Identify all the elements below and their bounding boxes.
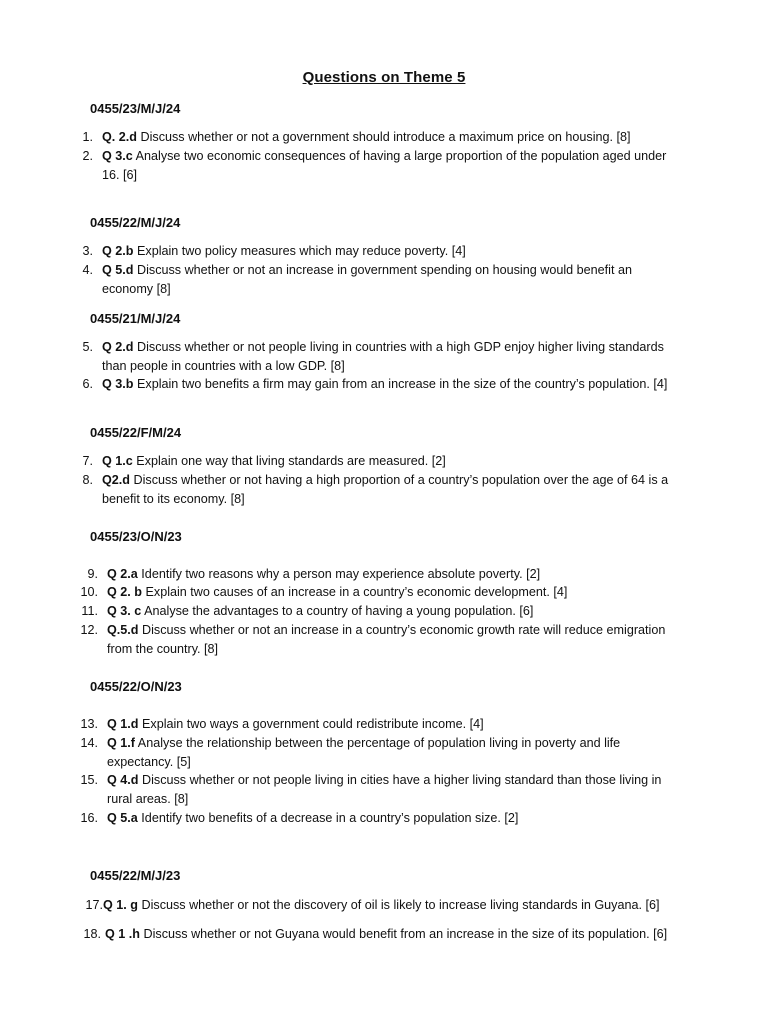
question-number: 16. (80, 811, 98, 825)
question-text: Discuss whether or not an increase in a country’s economic growth rate will reduce emigration from the country. [8] (107, 623, 666, 656)
question-item (80, 715, 667, 734)
paper-code: 0455/22/O/N/23 (90, 679, 182, 694)
question-text: Analyse the relationship between the percentage of population living in poverty and life expectancy. [5] (107, 736, 621, 769)
question-item (82, 338, 674, 375)
question-ref: Q 1.c (102, 454, 133, 468)
question-ref: Q. 2.d (102, 130, 137, 144)
paper-code: 0455/22/F/M/24 (90, 425, 182, 440)
question-number: 14. (80, 736, 98, 750)
question-ref: Q 2. b (107, 585, 142, 599)
question-number: 18. (83, 927, 101, 941)
question-text: Discuss whether or not having a high proportion of a country’s population over the age of 64 is a benefit to its economy. [8] (102, 473, 669, 506)
paper-code: 0455/21/M/J/24 (90, 311, 181, 326)
question-number: 5. (82, 340, 93, 354)
question-text: Discuss whether or not the discovery of oil is likely to increase living standards in Guyana. [6] (138, 898, 660, 912)
question-item (82, 452, 662, 471)
question-item (80, 771, 672, 808)
question-number: 10. (80, 585, 98, 599)
question-item (83, 925, 705, 944)
question-item (80, 583, 687, 602)
question-text: Discuss whether or not a government should introduce a maximum price on housing. [8] (137, 130, 631, 144)
question-ref: Q 1. g (103, 898, 138, 912)
question-item (82, 147, 674, 184)
question-text: Identify two reasons why a person may experience absolute poverty. [2] (137, 567, 541, 581)
question-text: Discuss whether or not people living in cities have a higher living standard than those living in rural areas. [8] (107, 773, 662, 806)
question-ref: Q 1.d (107, 717, 139, 731)
question-ref: Q 1 .h (105, 927, 140, 941)
question-ref: Q 5.d (102, 263, 134, 277)
page-title: Questions on Theme 5 (302, 69, 466, 86)
question-ref: Q 5.a (107, 811, 138, 825)
question-text: Analyse two economic consequences of having a large proportion of the population aged under 16. [6] (102, 149, 667, 182)
question-item (80, 734, 662, 771)
question-text: Discuss whether or not an increase in government spending on housing would benefit an economy [8] (102, 263, 632, 296)
question-number: 2. (82, 149, 93, 163)
question-item (80, 621, 677, 658)
question-number: 4. (82, 263, 93, 277)
question-item (82, 128, 662, 147)
question-number: 9. (87, 567, 98, 581)
question-number: 11. (81, 604, 98, 618)
question-ref: Q 2.d (102, 340, 134, 354)
question-ref: Q 2.a (107, 567, 138, 581)
question-number: 13. (80, 717, 98, 731)
question-item (87, 565, 667, 584)
question-ref: Q2.d (102, 473, 130, 487)
question-number: 17. (85, 898, 103, 912)
question-item (82, 375, 702, 394)
question-item (80, 809, 667, 828)
question-item (82, 471, 682, 508)
question-number: 15. (80, 773, 98, 787)
question-ref: Q 3. c (107, 604, 142, 618)
question-item (85, 896, 703, 915)
paper-code: 0455/23/M/J/24 (90, 101, 181, 116)
question-ref: Q 3.c (102, 149, 133, 163)
question-text: Discuss whether or not Guyana would benefit from an increase in the size of its population. [6] (140, 927, 668, 941)
question-ref: Q 1.f (107, 736, 135, 750)
question-text: Discuss whether or not people living in countries with a high GDP enjoy higher living standards than people in countries with a low GDP. [8] (102, 340, 664, 373)
question-text: Identify two benefits of a decrease in a country’s population size. [2] (137, 811, 519, 825)
question-item (82, 242, 662, 261)
paper-code: 0455/22/M/J/24 (90, 215, 181, 230)
question-number: 12. (80, 623, 98, 637)
question-ref: Q 3.b (102, 377, 134, 391)
question-text: Explain two ways a government could redistribute income. [4] (138, 717, 484, 731)
question-text: Explain one way that living standards are measured. [2] (132, 454, 446, 468)
question-number: 6. (82, 377, 93, 391)
question-text: Explain two benefits a firm may gain from an increase in the size of the country’s population. [4] (133, 377, 668, 391)
question-number: 8. (82, 473, 93, 487)
question-number: 3. (82, 244, 93, 258)
paper-code: 0455/23/O/N/23 (90, 529, 182, 544)
question-item (82, 261, 647, 298)
question-text: Analyse the advantages to a country of having a young population. [6] (141, 604, 534, 618)
question-ref: Q.5.d (107, 623, 139, 637)
question-number: 1. (82, 130, 93, 144)
question-item (81, 602, 667, 621)
question-text: Explain two causes of an increase in a country’s economic development. [4] (142, 585, 568, 599)
question-number: 7. (82, 454, 93, 468)
question-text: Explain two policy measures which may reduce poverty. [4] (133, 244, 466, 258)
question-ref: Q 4.d (107, 773, 139, 787)
question-ref: Q 2.b (102, 244, 134, 258)
paper-code: 0455/22/M/J/23 (90, 868, 181, 883)
